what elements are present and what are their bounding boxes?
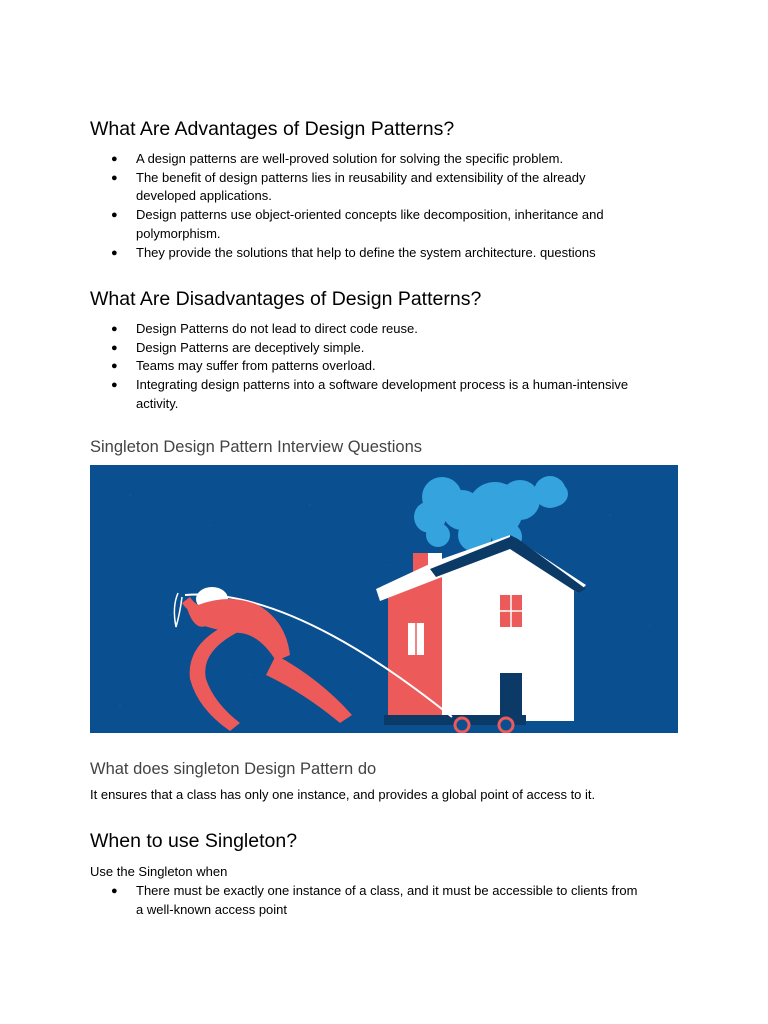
singleton-illustration (90, 465, 678, 733)
list-item-text: Teams may suffer from patterns overload. (136, 358, 376, 374)
list-item (90, 206, 680, 243)
bullet-icon: ● (111, 341, 118, 354)
list-item-text: Design Patterns do not lead to direct code reuse. (136, 321, 418, 336)
list-item (90, 376, 680, 413)
bullet-icon: ● (111, 360, 118, 373)
list-item (90, 357, 680, 376)
disadvantages-heading: What Are Disadvantages of Design Patterns? (90, 288, 482, 310)
bullet-icon: ● (111, 323, 118, 335)
list-item-text: a well-known access point (136, 901, 288, 917)
when-to-use-intro: Use the Singleton when (90, 864, 228, 879)
advantages-list (90, 150, 680, 262)
bullet-icon: ● (111, 209, 118, 222)
when-to-use-heading: When to use Singleton? (90, 830, 298, 852)
list-item-text: Design patterns use object-oriented concepts like decomposition, inheritance and (136, 207, 604, 223)
singleton-heading: Singleton Design Pattern Interview Questions (90, 438, 423, 456)
list-item-text: polymorphism. (136, 225, 221, 241)
bullet-icon: ● (111, 379, 118, 392)
disadvantages-list (90, 320, 680, 414)
bullet-icon: ● (111, 885, 118, 897)
list-item-text: They provide the solutions that help to define the system architecture. questions (136, 244, 596, 260)
what-does-text: It ensures that a class has only one instance, and provides a global point of access to it. (90, 787, 596, 802)
list-item-text: Integrating design patterns into a software development process is a human-intensive (136, 377, 629, 393)
list-item-text: A design patterns are well-proved solution for solving the specific problem. (136, 151, 564, 166)
what-does-heading: What does singleton Design Pattern do (90, 760, 377, 778)
bullet-icon: ● (111, 171, 118, 184)
advantages-heading: What Are Advantages of Design Patterns? (90, 118, 455, 140)
cart-wheel-left (455, 718, 469, 732)
list-item (90, 339, 680, 358)
list-item (90, 320, 680, 339)
house-door (500, 673, 522, 719)
bullet-icon: ● (111, 246, 118, 259)
bullet-icon: ● (111, 153, 118, 165)
list-item (90, 150, 680, 169)
when-to-use-list (90, 882, 680, 919)
list-item-text: Design Patterns are deceptively simple. (136, 339, 365, 355)
list-item (90, 882, 680, 919)
list-item-text: There must be exactly one instance of a class, and it must be accessible to clients from (136, 883, 638, 898)
list-item-text: The benefit of design patterns lies in reusability and extensibility of the already (136, 169, 586, 185)
list-item-text: activity. (136, 395, 179, 411)
cart-wheel-right (499, 718, 513, 732)
list-item (90, 244, 680, 263)
smoke-puff (536, 481, 568, 507)
list-item-text: developed applications. (136, 188, 272, 204)
list-item (90, 169, 680, 206)
